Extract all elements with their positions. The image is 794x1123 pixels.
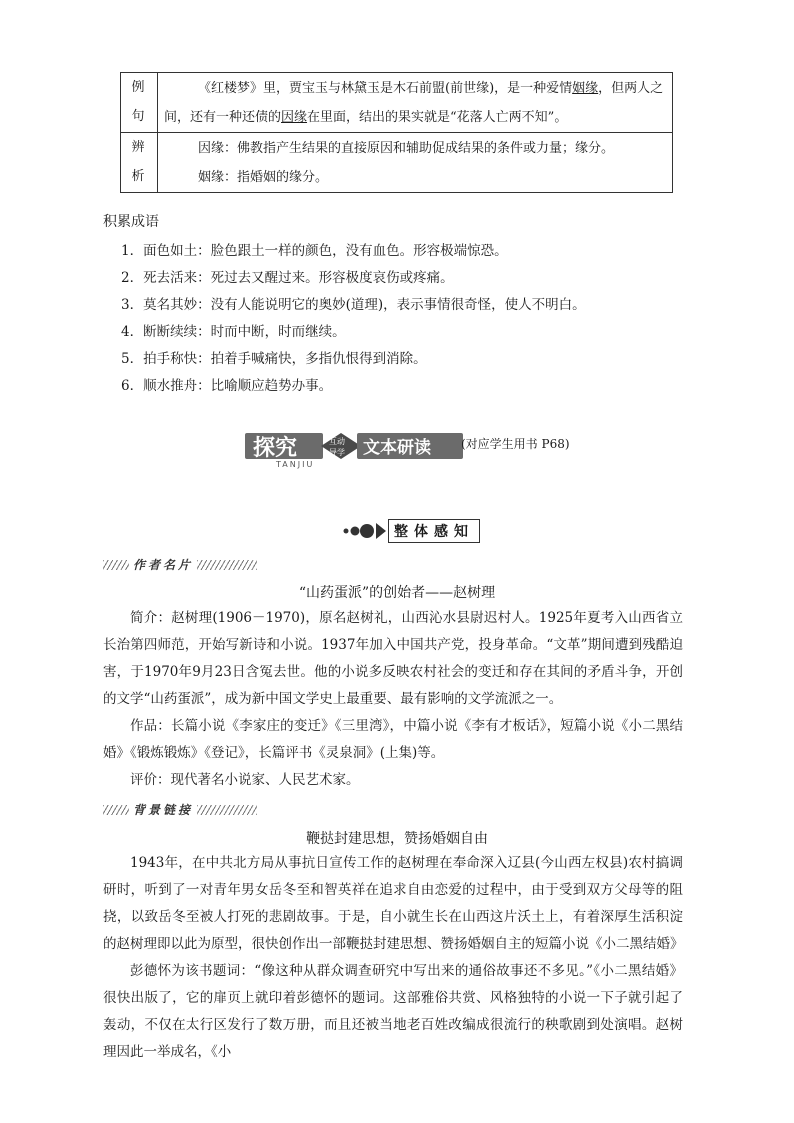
list-item: 5．拍手称快：拍着手喊痛快，多指仇恨得到消除。: [121, 351, 427, 367]
banner-main-left: 探究: [253, 436, 298, 461]
list-item: 1．面色如土：脸色跟土一样的颜色，没有血色。形容极端惊恐。: [121, 243, 508, 259]
banner-pinyin: TANJIU: [276, 460, 315, 469]
background-paragraph-1: 1943年，在中共北方局从事抗日宣传工作的赵树理在奉命深入辽县(今山西左权县)农村搞调研时，听到了一对青年男女岳冬至和智英祥在追求自由恋爱的过程中，由于受到双方父母等的阻挠，以致岳冬至被人打死的悲剧故事。于是，自小就生长在山西这片沃土上，有着深厚生活积淀的赵树理即以此为原型，很快创作出一部鞭挞封建思想、赞扬婚姻自主的短篇小说《小二黑结婚》: [103, 855, 684, 952]
table-row-analysis: [121, 133, 673, 193]
banner-main-right: 文本研读: [363, 438, 431, 458]
word-comparison-table: [120, 72, 673, 193]
author-evaluation: 评价：现代著名小说家、人民艺术家。: [130, 772, 360, 788]
author-body: [103, 605, 683, 794]
background-link-header: 背景链接: [103, 801, 257, 815]
author-intro: 简介：赵树理(1906－1970)，原名赵树礼，山西沁水县尉迟村人。1925年夏考入山西省立长治第四师范，开始写新诗和小说。1937年加入中国共产党，投身革命。“文革”期间遭到残酷迫害，于1970年9月23日含冤去世。他的小说多反映农村社会的变迁和存在其间的矛盾斗争，开创的文学“山药蛋派”，成为新中国文学史上最重要、最有影响的文学流派之一。: [103, 610, 683, 707]
table-row-example: [121, 73, 673, 133]
row-label-analysis: 辨 析: [121, 133, 158, 193]
underlined-yinyuan-cause: 因缘: [281, 110, 308, 125]
background-title: 鞭挞封建思想，赞扬婚姻自由: [306, 831, 488, 847]
list-item: 6．顺水推舟：比喻顺应趋势办事。: [121, 378, 333, 394]
author-title: “山药蛋派”的创始者——赵树理: [298, 585, 496, 601]
background-paragraph-2: 彭德怀为该书题词：“像这种从群众调查研究中写出来的通俗故事还不多见。”《小二黑结婚》很快出版了，它的扉页上就印着彭德怀的题词。这部雅俗共赏、风格独特的小说一下子就引起了轰动，不仅在太行区发行了数万册，而且还被当地老百姓改编成很流行的秧歌剧到处演唱。赵树理因此一举成名，《小: [103, 963, 683, 1060]
idiom-list: [103, 238, 586, 400]
idioms-section-title: 积累成语: [103, 214, 159, 230]
overall-perception-label: 整体感知: [388, 519, 480, 543]
underlined-yinyuan: 姻缘: [572, 81, 599, 96]
background-body: [103, 850, 683, 1066]
banner-small-2: 导学: [329, 448, 345, 457]
analysis-text: 因缘：佛教指产生结果的直接原因和辅助促成结果的条件或力量；缘分。 姻缘：指婚姻的缘分。: [158, 133, 673, 193]
example-sentence: 《红楼梦》里，贾宝玉与林黛玉是木石前盟(前世缘)，是一种爱情姻缘，但两人之间，还有一种还债的因缘在里面，结出的果实就是“花落人亡两不知”。: [158, 73, 673, 133]
list-item: 2．死去活来：死过去又醒过来。形容极度哀伤或疼痛。: [121, 270, 454, 286]
author-card-header: 作者名片: [103, 556, 257, 570]
dots-arrow-icon: [342, 520, 386, 542]
list-item: 3．莫名其妙：没有人能说明它的奥妙(道理)，表示事情很奇怪，使人不明白。: [121, 297, 586, 313]
row-label-example: 例 句: [121, 73, 158, 133]
reference-note: (对应学生用书 P68): [461, 437, 570, 451]
author-works: 作品：长篇小说《李家庄的变迁》《三里湾》，中篇小说《李有才板话》，短篇小说《小二黑结婚》《锻炼锻炼》《登记》，长篇评书《灵泉洞》(上集)等。: [103, 718, 683, 761]
list-item: 4．断断续续：时而中断，时而继续。: [121, 324, 346, 340]
banner-small-1: 互动: [329, 437, 345, 446]
